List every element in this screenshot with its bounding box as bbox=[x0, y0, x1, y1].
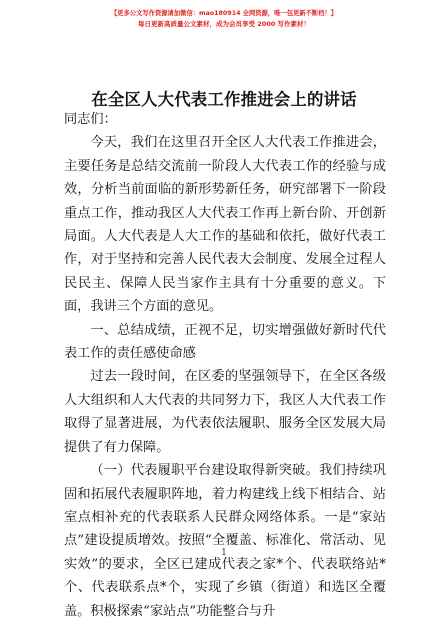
paragraph-achievements: 过去一段时间，在区委的坚强领导下，在全区各级人大组织和人大代表的共同努力下，我区人大代表工作取得了显著进展，为代表依法履职、服务全区发展大局提供了有力保障。 bbox=[64, 369, 386, 455]
section-heading-1: 一、总结成绩，正视不足，切实增强做好新时代代表工作的责任感使命感 bbox=[64, 322, 386, 362]
page-number: 1 bbox=[221, 548, 227, 558]
paragraph-intro: 今天，我们在这里召开全区人大代表工作推进会，主要任务是总结交流前一阶段人大代表工作的经验与成效，分析当前面临的新形势新任务，研究部署下一阶段重点工作，推动我区人大代表工作再上新台阶、开创新局面。人大代表是人大工作的基础和依托，做好代表工作，对于坚持和完善人民代表大会制度、发展全过程人民民主、保障人民当家作主具有十分重要的意义。下面，我讲三个方面的意见。 bbox=[64, 135, 386, 315]
paragraph-subsection-1: （一）代表履职平台建设取得新突破。我们持续巩固和拓展代表履职阵地，着力构建线上线下相结合、站室点相补充的代表联系人民群众网络体系。一是“家站点”建设提质增效。按照“全覆盖、标准化、常活动、见实效”的要求，全区已建成代表之家*个、代表联络站*个、代表联系点*个，实现了乡镇（街道）和选区全覆盖。积极探索“家站点”功能整合与升 bbox=[64, 463, 386, 619]
salutation: 同志们： bbox=[64, 112, 117, 127]
promo-banner bbox=[0, 8, 448, 30]
document-body bbox=[64, 108, 386, 623]
promo-banner-line-1: 【更多公文写作资源请加微信：mao180914 全网资源，唯一包更新不断档！】 bbox=[110, 10, 338, 17]
document-title: 在全区人大代表工作推进会上的讲话 bbox=[91, 90, 357, 109]
promo-banner-line-2: 每日更新高质量公文素材，成为会员享受 2000 写作素材！ bbox=[137, 20, 311, 28]
